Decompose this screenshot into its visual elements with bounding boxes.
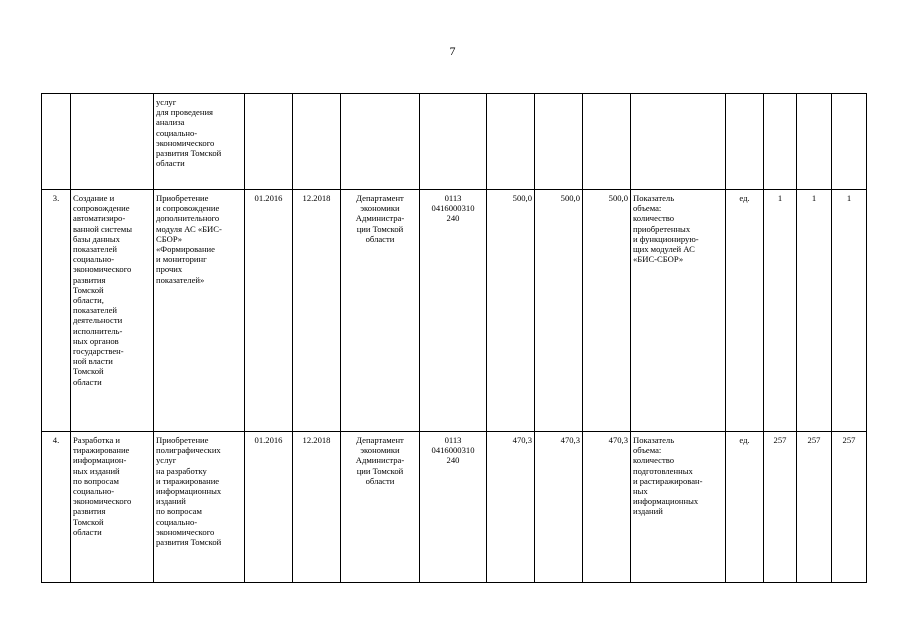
cell-number: 4. — [42, 432, 71, 583]
cell-activity: Приобретение полиграфических услуг на разработку и тиражирование информационных изданий по вопросам социально- экономического развития Томской — [154, 432, 245, 583]
cell-indicator-value-2: 257 — [797, 432, 832, 583]
cell-indicator-value-1: 257 — [764, 432, 797, 583]
cell-start-date: 01.2016 — [245, 432, 293, 583]
cell-indicator-value-3 — [832, 94, 867, 190]
cell-value-2: 470,3 — [535, 432, 583, 583]
program-activities-table — [41, 93, 867, 583]
cell-number: 3. — [42, 190, 71, 432]
cell-indicator-value-2: 1 — [797, 190, 832, 432]
cell-budget-code — [420, 94, 487, 190]
cell-indicator: Показатель объема: количество приобретенных и функционирую- щих модулей АС «БИС-СБОР» — [631, 190, 726, 432]
cell-unit: ед. — [726, 432, 764, 583]
cell-value-3: 500,0 — [583, 190, 631, 432]
cell-unit: ед. — [726, 190, 764, 432]
cell-activity: Приобретение и сопровождение дополнительного модуля АС «БИС- СБОР» «Формирование и мониторинг прочих показателей» — [154, 190, 245, 432]
cell-value-3 — [583, 94, 631, 190]
cell-number — [42, 94, 71, 190]
cell-task: Создание и сопровождение автоматизиро- ванной системы базы данных показателей социально- экономического развития Томской области, показателей деятельности исполнитель- ных органов государствен- ной власти Томской области — [71, 190, 154, 432]
cell-value-2: 500,0 — [535, 190, 583, 432]
cell-end-date — [293, 94, 341, 190]
cell-value-1 — [487, 94, 535, 190]
cell-indicator-value-3: 1 — [832, 190, 867, 432]
page-number: 7 — [449, 44, 456, 58]
cell-executor: Департамент экономики Администра- ции Томской области — [341, 432, 420, 583]
cell-value-3: 470,3 — [583, 432, 631, 583]
cell-indicator-value-1 — [764, 94, 797, 190]
cell-indicator — [631, 94, 726, 190]
cell-value-1: 470,3 — [487, 432, 535, 583]
cell-budget-code: 0113 0416000310 240 — [420, 432, 487, 583]
table-row-continuation — [42, 94, 867, 190]
table-row — [42, 432, 867, 583]
cell-value-2 — [535, 94, 583, 190]
cell-indicator-value-3: 257 — [832, 432, 867, 583]
cell-indicator-value-1: 1 — [764, 190, 797, 432]
table-row — [42, 190, 867, 432]
cell-end-date: 12.2018 — [293, 432, 341, 583]
cell-executor: Департамент экономики Администра- ции Томской области — [341, 190, 420, 432]
cell-task — [71, 94, 154, 190]
cell-indicator-value-2 — [797, 94, 832, 190]
cell-start-date — [245, 94, 293, 190]
cell-budget-code: 0113 0416000310 240 — [420, 190, 487, 432]
cell-start-date: 01.2016 — [245, 190, 293, 432]
cell-end-date: 12.2018 — [293, 190, 341, 432]
cell-value-1: 500,0 — [487, 190, 535, 432]
cell-task: Разработка и тиражирование информацион- ных изданий по вопросам социально- экономического развития Томской области — [71, 432, 154, 583]
cell-executor — [341, 94, 420, 190]
cell-unit — [726, 94, 764, 190]
cell-indicator: Показатель объема: количество подготовленных и растиражирован- ных информационных изданий — [631, 432, 726, 583]
cell-activity: услуг для проведения анализа социально- экономического развития Томской области — [154, 94, 245, 190]
